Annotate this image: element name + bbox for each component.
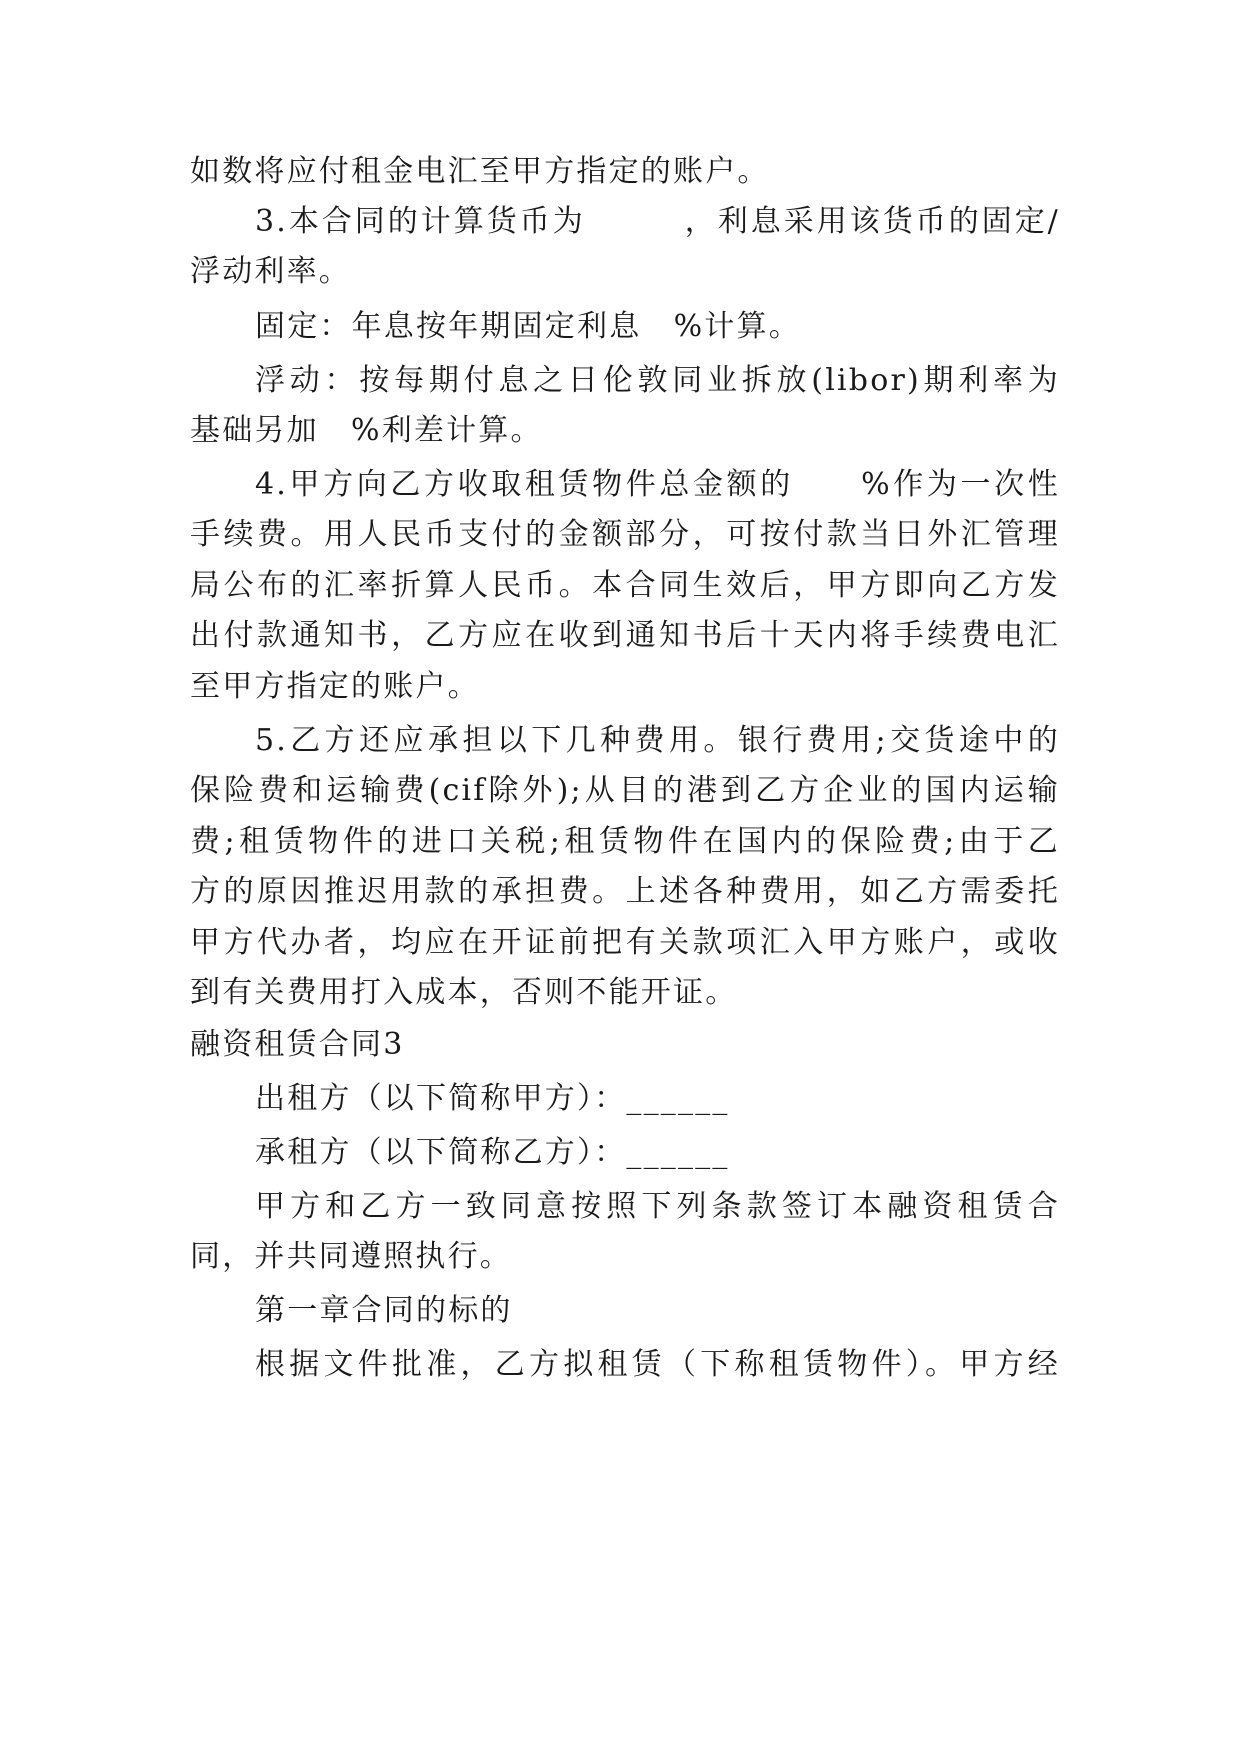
paragraph-line: 至甲方指定的账户。 bbox=[190, 669, 480, 704]
paragraph-line: 到有关费用打入成本，否则不能开证。 bbox=[190, 975, 738, 1010]
paragraph-line: 浮动：按每期付息之日伦敦同业拆放(libor)期利率为 bbox=[255, 363, 1060, 398]
paragraph-line: 甲方和乙方一致同意按照下列条款签订本融资租赁合 bbox=[255, 1189, 1060, 1224]
paragraph-line: 出付款通知书，乙方应在收到通知书后十天内将手续费电汇 bbox=[190, 618, 1060, 653]
paragraph-line: 方的原因推迟用款的承担费。上述各种费用，如乙方需委托 bbox=[190, 874, 1060, 909]
paragraph-line: 局公布的汇率折算人民币。本合同生效后，甲方即向乙方发 bbox=[190, 568, 1060, 603]
paragraph-line: 保险费和运输费(cif除外);从目的港到乙方企业的国内运输 bbox=[190, 773, 1060, 808]
paragraph-line: 手续费。用人民币支付的金额部分，可按付款当日外汇管理 bbox=[190, 517, 1060, 552]
paragraph-line: 3.本合同的计算货币为 ，利息采用该货币的固定/ bbox=[255, 204, 1060, 239]
chapter-heading: 第一章合同的标的 bbox=[255, 1293, 513, 1328]
paragraph-line: 浮动利率。 bbox=[190, 254, 351, 289]
paragraph-line: 4.甲方向乙方收取租赁物件总金额的 %作为一次性 bbox=[255, 467, 1060, 502]
paragraph-line: 基础另加 %利差计算。 bbox=[190, 413, 543, 448]
paragraph-line: 根据文件批准，乙方拟租赁（下称租赁物件）。甲方经 bbox=[255, 1347, 1060, 1382]
paragraph-line: 同，并共同遵照执行。 bbox=[190, 1239, 512, 1274]
paragraph-line: 如数将应付租金电汇至甲方指定的账户。 bbox=[190, 154, 770, 189]
paragraph-line: 固定：年息按年期固定利息 %计算。 bbox=[255, 309, 801, 344]
paragraph-line: 甲方代办者，均应在开证前把有关款项汇入甲方账户，或收 bbox=[190, 925, 1060, 960]
lessee-field: 承租方（以下简称乙方）：______ bbox=[255, 1135, 730, 1170]
section-heading: 融资租赁合同3 bbox=[190, 1027, 405, 1062]
paragraph-line: 费;租赁物件的进口关税;租赁物件在国内的保险费;由于乙 bbox=[190, 824, 1060, 859]
paragraph-line: 5.乙方还应承担以下几种费用。银行费用;交货途中的 bbox=[255, 723, 1060, 758]
lessor-field: 出租方（以下简称甲方）：______ bbox=[255, 1081, 730, 1116]
